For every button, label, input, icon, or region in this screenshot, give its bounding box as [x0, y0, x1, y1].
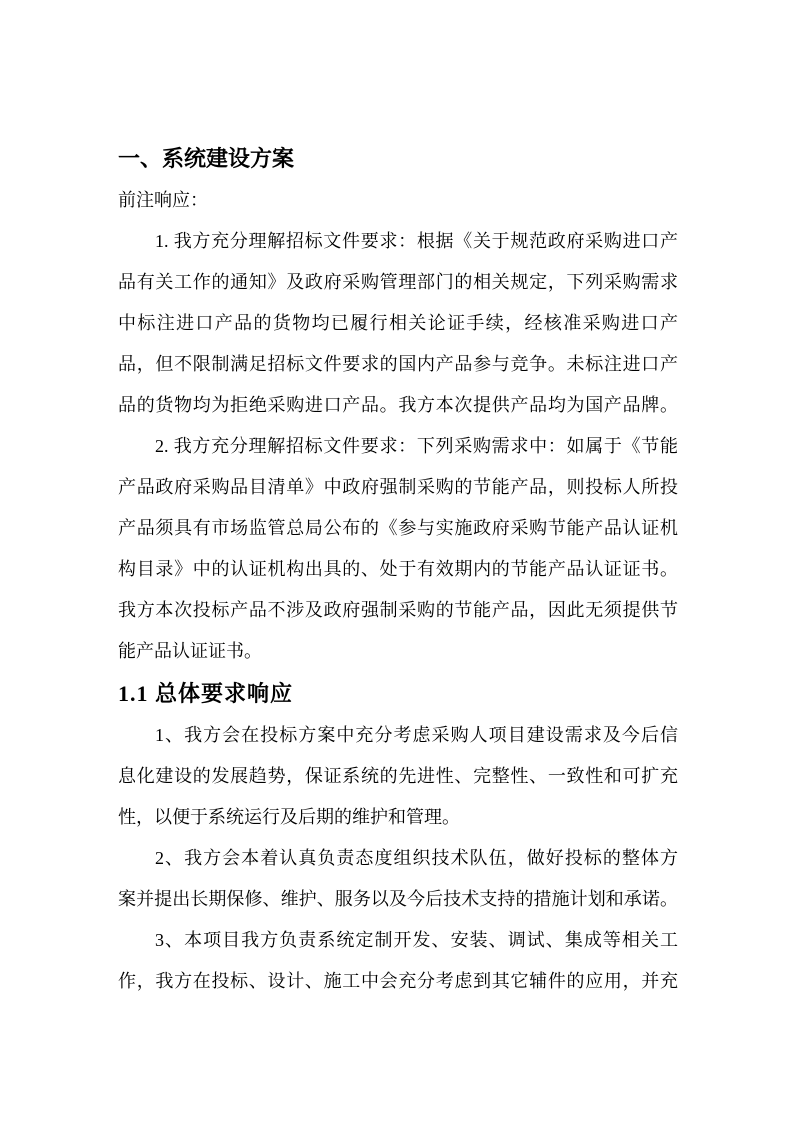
text-line: 1、我方会在投标方案中充分考虑采购人项目建设需求及今后信 — [155, 725, 678, 745]
paragraph — [118, 838, 678, 920]
text-line: 3、本项目我方负责系统定制开发、安装、调试、集成等相关工 — [155, 930, 678, 950]
text-line: 产品政府采购品目清单》中政府强制采购的节能产品，则投标人所投 — [118, 477, 678, 497]
text-line: 1. 我方充分理解招标文件要求：根据《关于规范政府采购进口产 — [155, 231, 678, 251]
subsection-heading: 1.1 总体要求响应 — [118, 681, 294, 706]
intro-label: 前注响应： — [118, 190, 208, 210]
paragraph — [118, 426, 678, 672]
paragraph — [118, 221, 678, 426]
text-line: 2. 我方充分理解招标文件要求：下列采购需求中：如属于《节能 — [155, 436, 678, 456]
text-line: 作，我方在投标、设计、施工中会充分考虑到其它辅件的应用，并充 — [118, 971, 678, 991]
document-page — [118, 138, 678, 1002]
text-line: 品有关工作的通知》及政府采购管理部门的相关规定，下列采购需求 — [118, 272, 678, 292]
text-line: 我方本次投标产品不涉及政府强制采购的节能产品，因此无须提供节 — [118, 600, 678, 620]
text-line: 中标注进口产品的货物均已履行相关论证手续，经核准采购进口产 — [118, 313, 678, 333]
text-line: 品的货物均为拒绝采购进口产品。我方本次提供产品均为国产品牌。 — [118, 395, 678, 415]
text-line: 构目录》中的认证机构出具的、处于有效期内的节能产品认证证书。 — [118, 559, 678, 579]
text-line: 2、我方会本着认真负责态度组织技术队伍，做好投标的整体方 — [155, 848, 678, 868]
document-body — [118, 138, 678, 1002]
text-line: 品，但不限制满足招标文件要求的国内产品参与竞争。未标注进口产 — [118, 354, 678, 374]
text-line: 案并提出长期保修、维护、服务以及今后技术支持的措施计划和承诺。 — [118, 889, 678, 909]
text-line: 性，以便于系统运行及后期的维护和管理。 — [118, 807, 460, 827]
section-heading: 一、系统建设方案 — [118, 146, 295, 171]
paragraph — [118, 920, 678, 1002]
text-line: 息化建设的发展趋势，保证系统的先进性、完整性、一致性和可扩充 — [118, 766, 678, 786]
text-line: 能产品认证证书。 — [118, 641, 262, 661]
text-line: 产品须具有市场监管总局公布的《参与实施政府采购节能产品认证机 — [118, 518, 678, 538]
paragraph — [118, 715, 678, 838]
